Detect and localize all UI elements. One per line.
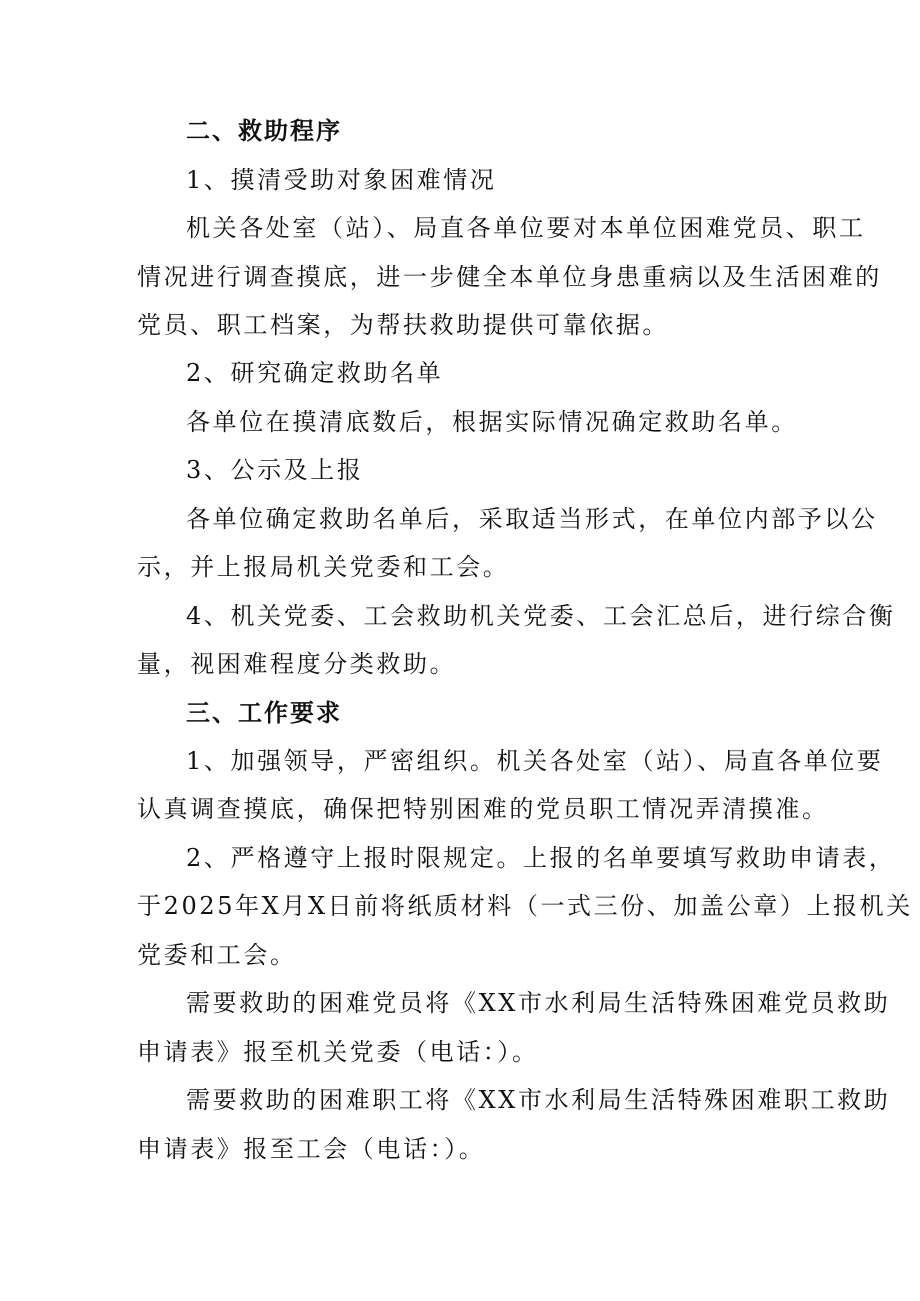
subheading-investigate: 1、摸清受助对象困难情况: [186, 166, 497, 194]
paragraph-line: 党员、职工档案，为帮扶救助提供可靠依据。: [137, 311, 669, 339]
paragraph-line: 申请表》报至机关党委（电话：）。: [137, 1038, 539, 1066]
paragraph-line: 示，并上报局机关党委和工会。: [137, 553, 510, 581]
section-heading-rescue-procedure: 二、救助程序: [186, 117, 342, 145]
paragraph-line: 各单位确定救助名单后，采取适当形式，在单位内部予以公: [186, 505, 878, 533]
subheading-publicize-report: 3、公示及上报: [186, 456, 364, 484]
paragraph-line: 各单位在摸清底数后，根据实际情况确定救助名单。: [186, 408, 798, 436]
subheading-determine-list: 2、研究确定救助名单: [186, 359, 444, 387]
paragraph-line: 情况进行调查摸底，进一步健全本单位身患重病以及生活困难的: [137, 263, 882, 291]
paragraph-line: 需要救助的困难职工将《XX市水利局生活特殊困难职工救助: [186, 1086, 891, 1114]
paragraph-line: 申请表》报至工会（电话：）。: [137, 1135, 486, 1163]
paragraph-line: 2、严格遵守上报时限规定。上报的名单要填写救助申请表，: [186, 844, 896, 872]
section-heading-work-requirements: 三、工作要求: [186, 699, 342, 727]
paragraph-line: 认真调查摸底，确保把特别困难的党员职工情况弄清摸准。: [137, 795, 829, 823]
paragraph-line: 需要救助的困难党员将《XX市水利局生活特殊困难党员救助: [186, 989, 891, 1017]
paragraph-line: 量，视困难程度分类救助。: [137, 650, 457, 678]
paragraph-line: 党委和工会。: [137, 941, 297, 969]
paragraph-line: 机关各处室（站）、局直各单位要对本单位困难党员、职工: [186, 214, 866, 242]
paragraph-line: 于2025年X月X日前将纸质材料（一式三份、加盖公章）上报机关: [137, 892, 913, 920]
paragraph-line: 1、加强领导，严密组织。机关各处室（站）、局直各单位要: [186, 747, 884, 775]
paragraph-line: 4、机关党委、工会救助机关党委、工会汇总后，进行综合衡: [186, 602, 896, 630]
